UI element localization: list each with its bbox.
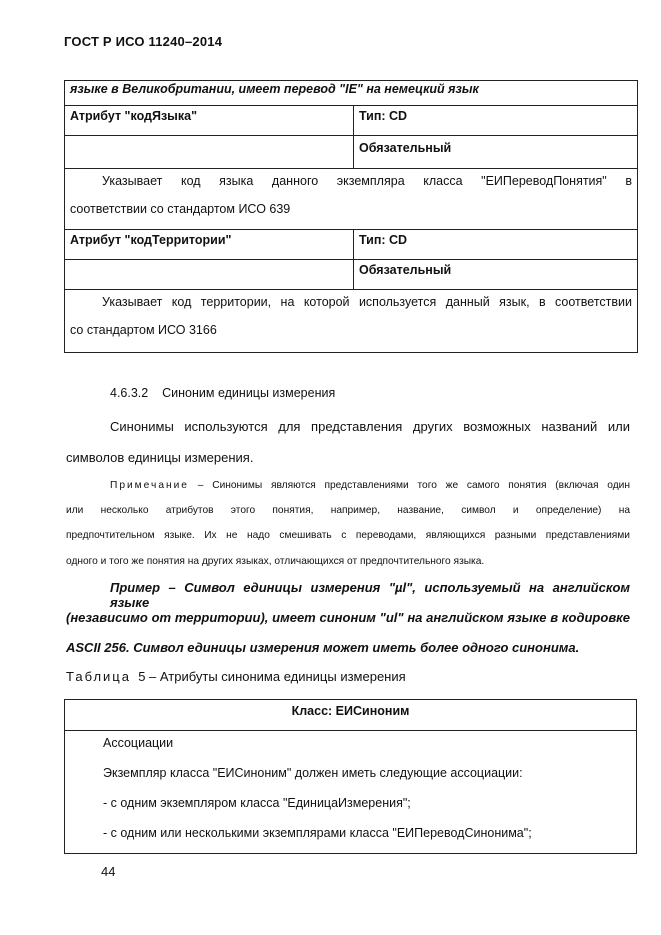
note-line: Примечание – Синонимы являются представлениями того же самого понятия (включая один (110, 480, 630, 491)
note-label: Примечание (110, 480, 189, 491)
association-line: Экземпляр класса "ЕИСиноним" должен иметь следующие ассоциации: (103, 766, 523, 780)
note-line: одного и того же понятия на других языках, отличающихся от предпочтительного языка. (66, 556, 485, 567)
association-line: Ассоциации (103, 736, 174, 750)
attribute-description (65, 169, 638, 230)
page-number: 44 (101, 864, 116, 879)
section-heading (110, 386, 335, 400)
table-caption-label: Таблица (66, 669, 131, 684)
description-line: Указывает код языка данного экземпляра класса "ЕИПереводПонятия" в (102, 174, 632, 188)
empty-cell (65, 260, 354, 290)
description-line: соответствии со стандартом ИСО 639 (70, 202, 291, 216)
section-number: 4.6.3.2 (110, 386, 149, 400)
table-caption-text: 5 – Атрибуты синонима единицы измерения (138, 669, 406, 684)
attribute-description (65, 290, 638, 353)
attribute-obligation: Обязательный (354, 136, 638, 169)
association-line: - с одним экземпляром класса "ЕдиницаИзмерения"; (103, 796, 411, 810)
associations-cell (65, 731, 637, 854)
example-line: ASCII 256. Символ единицы измерения может иметь более одного синонима. (66, 640, 580, 655)
attributes-table-continued (64, 80, 638, 353)
attribute-type: Тип: CD (354, 230, 638, 260)
attribute-name-territory-code: Атрибут "кодТерритории" (65, 230, 354, 260)
note-line: или несколько атрибутов этого понятия, например, название, символ и определение) на (66, 505, 630, 516)
document-header: ГОСТ Р ИСО 11240–2014 (64, 34, 223, 49)
body-paragraph-line: Синонимы используются для представления других возможных названий или (110, 419, 630, 434)
association-line: - с одним или несколькими экземплярами класса "ЕИПереводСинонима"; (103, 826, 532, 840)
example-line: Пример – Символ единицы измерения "µl", используемый на английском языке (110, 580, 630, 610)
note-line: предпочтительном языке. Их не надо смешивать с переводами, являющихся разными представлениями (66, 530, 630, 541)
attribute-obligation: Обязательный (354, 260, 638, 290)
class-header: Класс: ЕИСиноним (65, 700, 637, 731)
section-title: Синоним единицы измерения (162, 386, 336, 400)
continued-description: языке в Великобритании, имеет перевод "IE" на немецкий язык (65, 81, 638, 106)
empty-cell (65, 136, 354, 169)
body-paragraph-line: символов единицы измерения. (66, 450, 254, 465)
description-line: со стандартом ИСО 3166 (70, 323, 217, 337)
table-caption (66, 669, 406, 684)
synonym-attributes-table (64, 699, 637, 854)
attribute-name-language-code: Атрибут "кодЯзыка" (65, 106, 354, 136)
description-line: Указывает код территории, на которой используется данный язык, в соответствии (102, 295, 632, 309)
attribute-type: Тип: CD (354, 106, 638, 136)
example-line: (независимо от территории), имеет синоним "ul" на английском языке в кодировке (66, 610, 630, 625)
